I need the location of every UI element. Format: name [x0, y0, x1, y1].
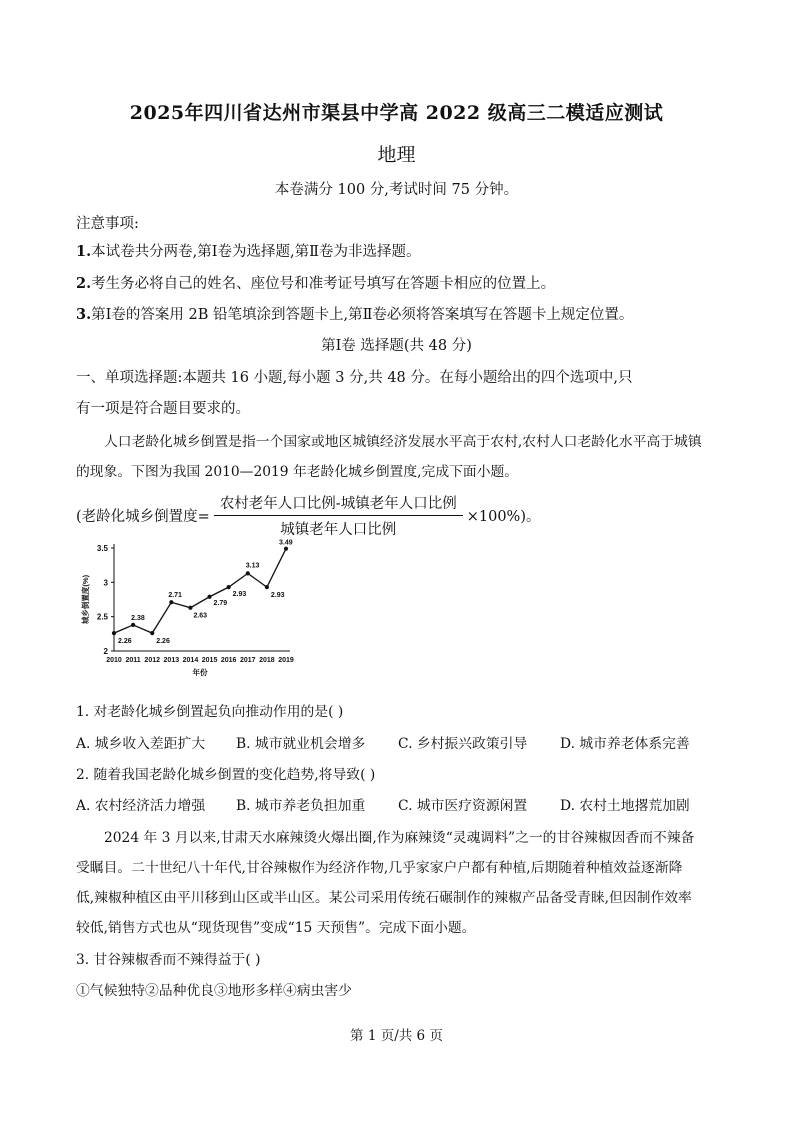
section-instruction: 一、单项选择题:本题共 16 小题,每小题 3 分,共 48 分。在每小题给出的四个选项中,只 [76, 370, 633, 386]
x-tick-label: 2014 [182, 657, 199, 664]
note-item [76, 303, 633, 324]
data-point [207, 595, 211, 599]
data-point [265, 585, 269, 589]
note-text: 第Ⅰ卷的答案用 2B 铅笔填涂到答题卡上,第Ⅱ卷必须将答案填写在答题卡上规定位置。 [91, 307, 634, 323]
y-tick-label: 2.5 [96, 612, 108, 622]
x-tick-label: 2017 [239, 657, 256, 664]
data-label: 2.93 [232, 591, 247, 599]
passage-line: 人口老龄化城乡倒置是指一个国家或地区城镇经济发展水平高于农村,农村人口老龄化水平高于城镇 [104, 434, 702, 450]
question-option: C. 城市医疗资源闲置 [398, 798, 528, 814]
question-choices: ①气候独特②品种优良③地形多样④病虫害少 [76, 983, 352, 999]
data-label: 3.49 [279, 539, 293, 547]
data-label: 2.79 [213, 599, 228, 607]
x-tick-label: 2011 [125, 657, 141, 664]
aging-inversion-line-chart [76, 528, 301, 688]
note-text: 考生务必将自己的姓名、座位号和准考证号填写在答题卡相应的位置上。 [91, 276, 556, 292]
data-point [150, 631, 154, 635]
note-text: 本试卷共分两卷,第Ⅰ卷为选择题,第Ⅱ卷为非选择题。 [91, 244, 421, 260]
exam-title: 2025年四川省达州市渠县中学高 2022 级高三二模适应测试 [129, 102, 664, 124]
data-point [131, 623, 135, 627]
section-heading: 第Ⅰ卷 选择题(共 48 分) [321, 338, 472, 354]
data-label: 2.71 [168, 592, 182, 600]
data-label: 2.26 [118, 638, 132, 646]
formula-numerator: 农村老年人口比例-城镇老年人口比例 [214, 492, 463, 516]
passage-line: 2024 年 3 月以来,甘肃天水麻辣烫火爆出圈,作为麻辣烫“灵魂调料”之一的甘谷辣椒因香而不辣备 [104, 830, 695, 846]
x-tick-label: 2013 [163, 657, 180, 664]
x-tick-label: 2015 [201, 657, 218, 664]
question-option: A. 农村经济活力增强 [76, 798, 206, 814]
note-number: 2. [76, 275, 92, 292]
note-item [76, 272, 555, 293]
note-number: 3. [76, 306, 92, 323]
section-instruction: 有一项是符合题目要求的。 [76, 401, 250, 417]
formula-lhs: (老龄化城乡倒置度= [76, 509, 210, 525]
y-axis-title: 城乡倒置度(%) [81, 574, 90, 625]
data-point [188, 606, 192, 610]
data-point [246, 571, 250, 575]
note-number: 1. [76, 243, 92, 260]
data-point [284, 547, 288, 551]
x-axis-title: 年份 [192, 668, 208, 677]
data-label: 2.93 [270, 592, 285, 600]
passage-line: 较低,销售方式也从“现货现售”变成“15 天预售”。完成下面小题。 [76, 920, 476, 936]
x-tick-label: 2018 [259, 657, 275, 664]
question-option: C. 乡村振兴政策引导 [398, 736, 528, 752]
x-tick-label: 2010 [106, 657, 122, 664]
y-tick-label: 2 [103, 647, 108, 656]
question-option: D. 城市养老体系完善 [560, 736, 690, 752]
question-option: B. 城市就业机会增多 [236, 736, 366, 752]
data-point [227, 585, 231, 589]
data-label: 2.26 [156, 638, 170, 646]
data-label: 2.63 [193, 612, 208, 620]
passage-line: 受瞩目。二十世纪八十年代,甘谷辣椒作为经济作物,几乎家家户户都有种植,后期随着种植效益逐渐降 [76, 860, 683, 876]
y-tick-label: 3 [103, 578, 108, 588]
data-label: 2.38 [131, 614, 145, 622]
page-number: 第 1 页/共 6 页 [350, 1028, 443, 1044]
x-tick-label: 2016 [220, 657, 237, 664]
x-tick-label: 2012 [144, 657, 161, 664]
passage-line: 低,辣椒种植区由平川移到山区或半山区。某公司采用传统石碾制作的辣椒产品备受青睐,但因制作效率 [76, 890, 692, 906]
question-option: B. 城市养老负担加重 [236, 798, 366, 814]
data-label: 3.13 [245, 562, 260, 570]
x-tick-label: 2019 [278, 657, 294, 664]
exam-info: 本卷满分 100 分,考试时间 75 分钟。 [274, 182, 519, 198]
question-option: D. 农村土地撂荒加剧 [560, 798, 690, 814]
passage-line: 的现象。下图为我国 2010—2019 年老龄化城乡倒置度,完成下面小题。 [76, 464, 519, 480]
question-option: A. 城乡收入差距扩大 [76, 736, 206, 752]
data-point [112, 631, 116, 635]
notes-heading: 注意事项: [76, 216, 139, 232]
note-item [76, 240, 420, 261]
question-stem: 1. 对老龄化城乡倒置起负向推动作用的是( ) [76, 704, 344, 720]
data-point [169, 600, 173, 604]
question-stem: 3. 甘谷辣椒香而不辣得益于( ) [76, 952, 261, 968]
subject-title: 地理 [377, 144, 416, 166]
y-tick-label: 3.5 [96, 544, 108, 553]
formula-rhs: ×100%)。 [466, 509, 541, 525]
formula-denominator: 城镇老年人口比例 [280, 522, 397, 538]
question-stem: 2. 随着我国老龄化城乡倒置的变化趋势,将导致( ) [76, 767, 376, 783]
